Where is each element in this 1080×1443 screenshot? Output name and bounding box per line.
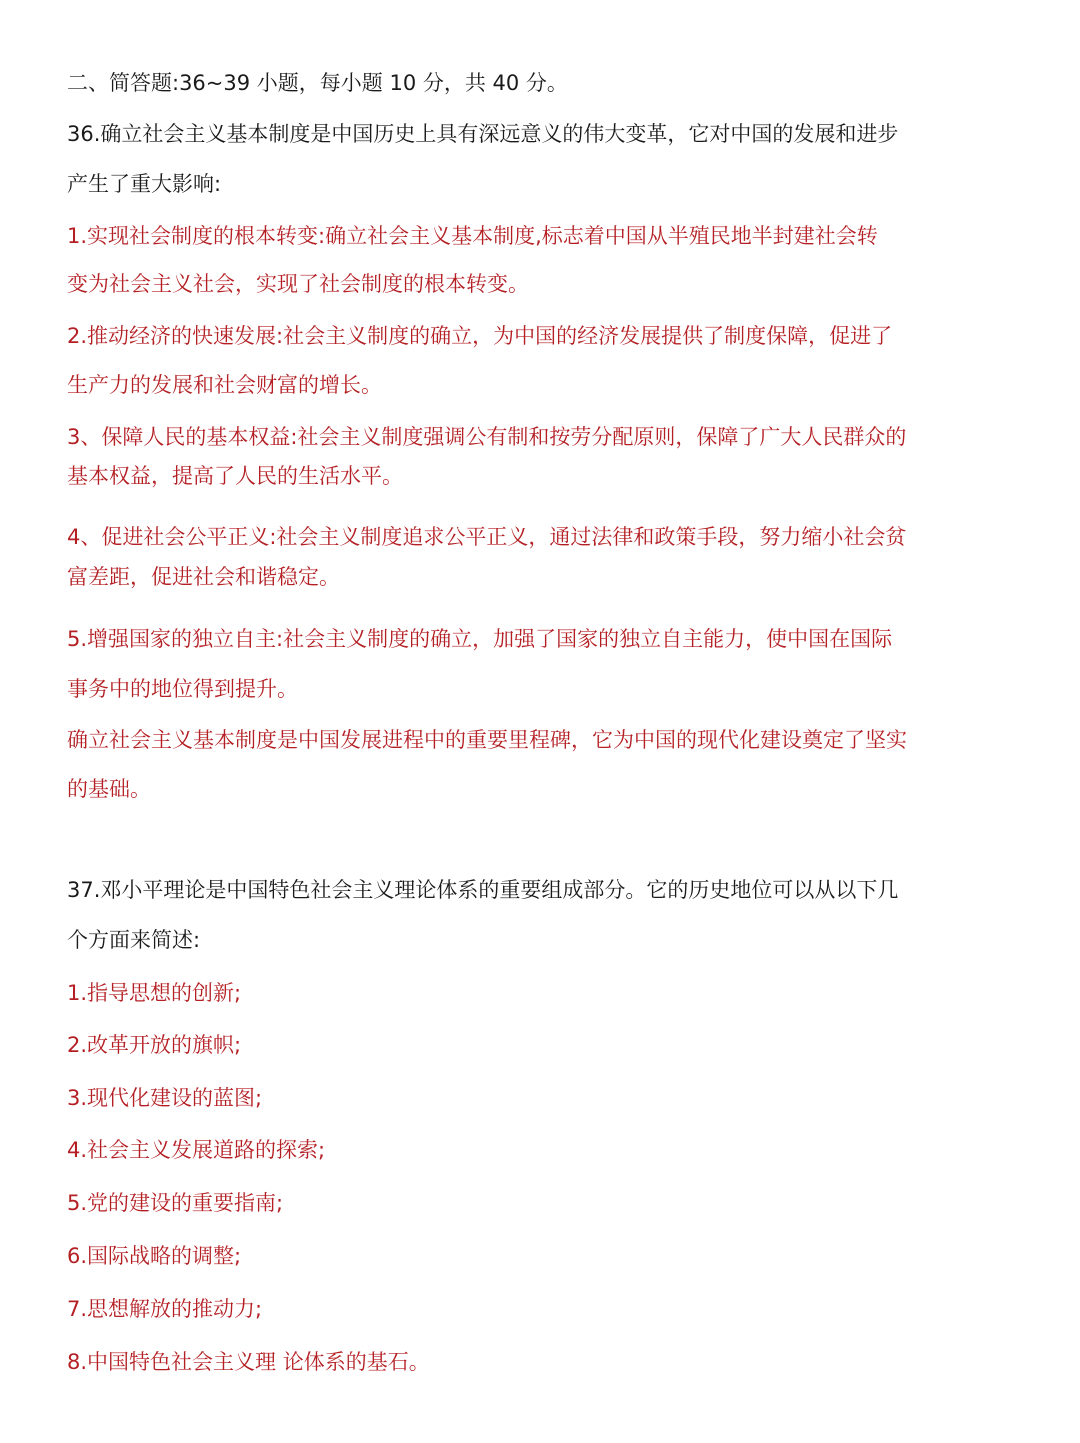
q36-question-line: 产生了重大影响: [67, 172, 222, 196]
answer-line: 5.增强国家的独立自主:社会主义制度的确立，加强了国家的独立自主能力，使中国在国际 [67, 627, 893, 651]
q37-answer-item: 5.党的建设的重要指南; [67, 1191, 284, 1215]
q36-question-line: 36.确立社会主义基本制度是中国历史上具有深远意义的伟大变革，它对中国的发展和进步 [67, 122, 899, 146]
answer-line: 基本权益，提高了人民的生活水平。 [67, 464, 403, 488]
answer-line: 变为社会主义社会，实现了社会制度的根本转变。 [67, 272, 529, 296]
q37-answer-item: 2.改革开放的旗帜; [67, 1033, 242, 1057]
answer-line: 的基础。 [67, 777, 151, 801]
answer-line: 1.实现社会制度的根本转变:确立社会主义基本制度,标志着中国从半殖民地半封建社会转 [67, 224, 878, 248]
answer-line: 生产力的发展和社会财富的增长。 [67, 373, 382, 397]
q37-question-line: 个方面来简述: [67, 928, 201, 952]
answer-line: 富差距，促进社会和谐稳定。 [67, 565, 340, 589]
q37-answer-item: 3.现代化建设的蓝图; [67, 1086, 263, 1110]
q37-answer-item: 7.思想解放的推动力; [67, 1297, 263, 1321]
q37-answer-item: 1.指导思想的创新; [67, 981, 242, 1005]
q37-question-line: 37.邓小平理论是中国特色社会主义理论体系的重要组成部分。它的历史地位可以从以下几 [67, 878, 899, 902]
answer-line: 3、保障人民的基本权益:社会主义制度强调公有制和按劳分配原则，保障了广大人民群众的 [67, 425, 907, 449]
answer-line: 事务中的地位得到提升。 [67, 677, 298, 701]
q37-answer-item: 6.国际战略的调整; [67, 1244, 242, 1268]
answer-line: 4、促进社会公平正义:社会主义制度追求公平正义，通过法律和政策手段，努力缩小社会贫 [67, 525, 907, 549]
q37-answer-item: 8.中国特色社会主义理 论体系的基石。 [67, 1350, 430, 1374]
answer-line: 2.推动经济的快速发展:社会主义制度的确立，为中国的经济发展提供了制度保障，促进了 [67, 324, 893, 348]
q37-answer-item: 4.社会主义发展道路的探索; [67, 1138, 326, 1162]
answer-line: 确立社会主义基本制度是中国发展进程中的重要里程碑，它为中国的现代化建设奠定了坚实 [67, 728, 907, 752]
section-heading: 二、简答题:36~39 小题，每小题 10 分，共 40 分。 [67, 71, 568, 95]
